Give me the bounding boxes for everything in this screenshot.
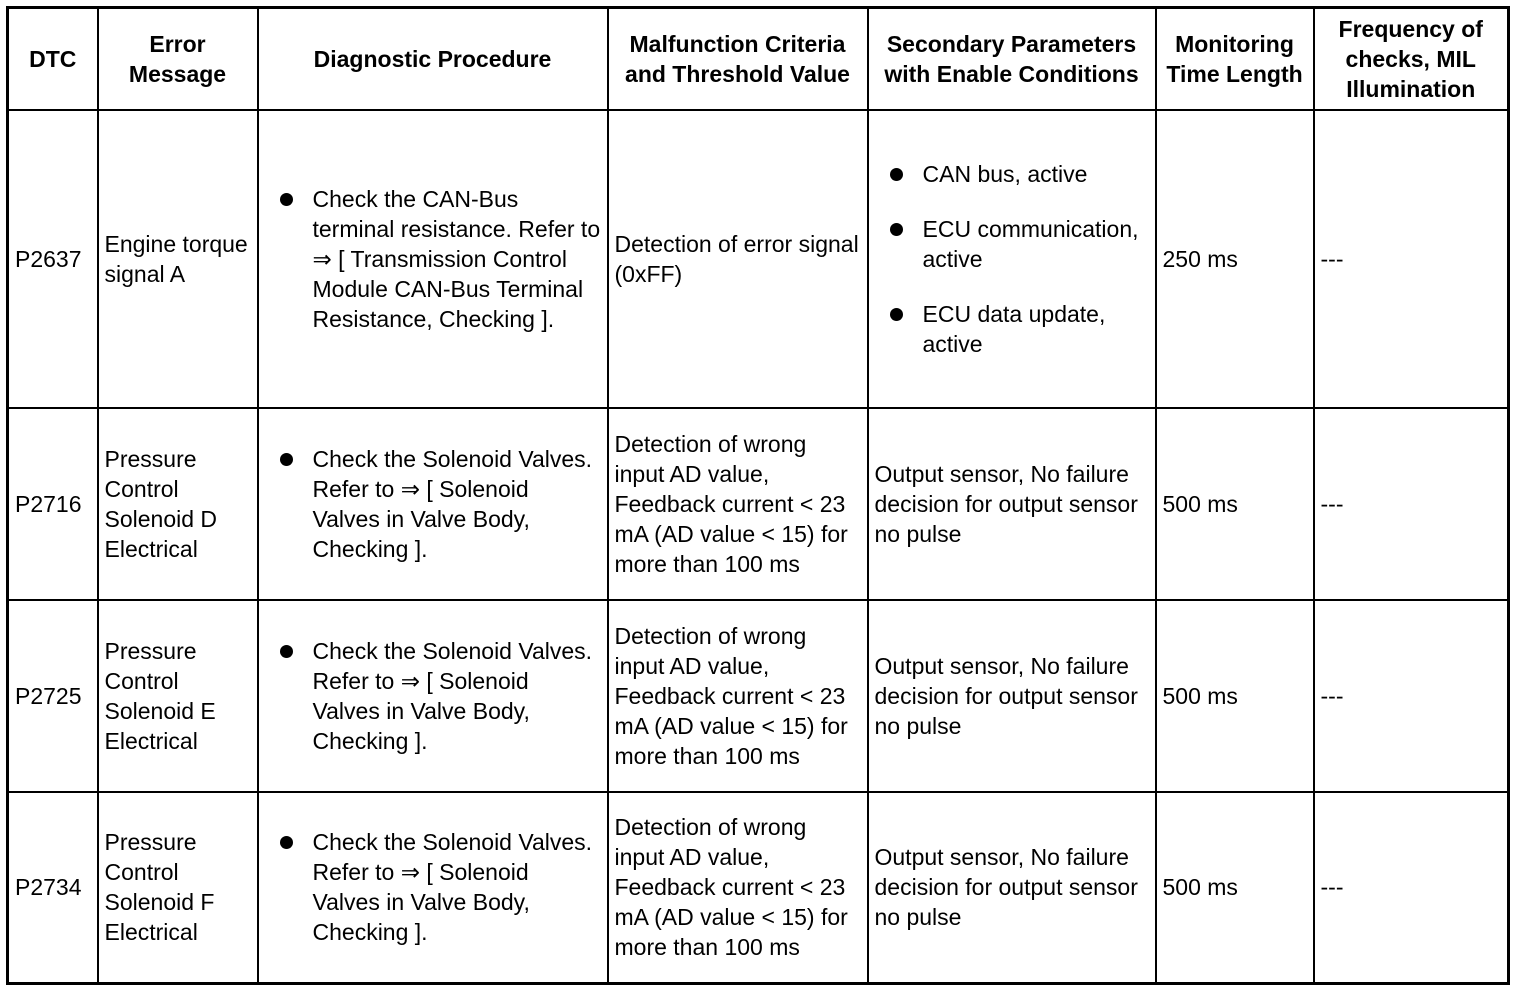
dtc-table [6,6,1510,985]
secondary-text: ECU communication, active [922,215,1139,272]
secondary-parameters [868,110,1156,408]
header-error-message: Error Message [98,8,258,110]
malfunction-criteria: Detection of wrong input AD value, Feedback current < 23 mA (AD value < 15) for more than 100 ms [608,600,868,792]
diagnostic-procedure [258,110,608,408]
frequency: --- [1314,408,1509,600]
table-row [8,600,1509,792]
procedure-text: Check the Solenoid Valves. Refer to ⇒ [ Solenoid Valves in Valve Body, Checking ]. [312,445,593,562]
frequency: --- [1314,792,1509,984]
table-row [8,792,1509,984]
header-monitoring-time: Monitoring Time Length [1156,8,1314,110]
diagnostic-procedure [258,792,608,984]
secondary-parameters: Output sensor, No failure decision for output sensor no pulse [868,792,1156,984]
error-message: Pressure Control Solenoid E Electrical [98,600,258,792]
diagnostic-procedure [258,408,608,600]
malfunction-criteria: Detection of error signal (0xFF) [608,110,868,408]
bullet-icon [280,645,293,658]
secondary-text: CAN bus, active [922,160,1088,187]
header-dtc: DTC [8,8,98,110]
monitoring-time: 500 ms [1156,600,1314,792]
list-item [875,214,1149,274]
list-item [265,636,601,756]
diagnostic-procedure [258,600,608,792]
dtc-code: P2637 [8,110,98,408]
dtc-code: P2716 [8,408,98,600]
secondary-text: ECU data update, active [922,300,1106,357]
secondary-parameters: Output sensor, No failure decision for output sensor no pulse [868,408,1156,600]
list-item [875,299,1149,359]
bullet-icon [280,453,293,466]
monitoring-time: 500 ms [1156,792,1314,984]
monitoring-time: 500 ms [1156,408,1314,600]
dtc-code: P2725 [8,600,98,792]
table-row [8,408,1509,600]
malfunction-criteria: Detection of wrong input AD value, Feedback current < 23 mA (AD value < 15) for more than 100 ms [608,792,868,984]
list-item [875,159,1149,189]
procedure-text: Check the CAN-Bus terminal resistance. Refer to ⇒ [ Transmission Control Module CAN-Bus Terminal Resistance, Checking ]. [312,185,601,332]
header-frequency: Frequency of checks, MIL Illumination [1314,8,1509,110]
malfunction-criteria: Detection of wrong input AD value, Feedback current < 23 mA (AD value < 15) for more than 100 ms [608,408,868,600]
header-malfunction-criteria: Malfunction Criteria and Threshold Value [608,8,868,110]
bullet-icon [280,836,293,849]
frequency: --- [1314,110,1509,408]
monitoring-time: 250 ms [1156,110,1314,408]
error-message: Pressure Control Solenoid D Electrical [98,408,258,600]
list-item [265,444,601,564]
procedure-text: Check the Solenoid Valves. Refer to ⇒ [ Solenoid Valves in Valve Body, Checking ]. [312,637,593,754]
table-header-row [8,8,1509,110]
procedure-text: Check the Solenoid Valves. Refer to ⇒ [ Solenoid Valves in Valve Body, Checking ]. [312,829,593,946]
header-diagnostic-procedure: Diagnostic Procedure [258,8,608,110]
bullet-icon [890,168,903,181]
frequency: --- [1314,600,1509,792]
error-message: Engine torque signal A [98,110,258,408]
bullet-icon [280,193,293,206]
header-secondary-parameters: Secondary Parameters with Enable Conditions [868,8,1156,110]
table-row [8,110,1509,408]
error-message: Pressure Control Solenoid F Electrical [98,792,258,984]
dtc-code: P2734 [8,792,98,984]
list-item [265,827,601,947]
bullet-icon [890,223,903,236]
list-item [265,184,601,334]
secondary-parameters: Output sensor, No failure decision for output sensor no pulse [868,600,1156,792]
bullet-icon [890,308,903,321]
